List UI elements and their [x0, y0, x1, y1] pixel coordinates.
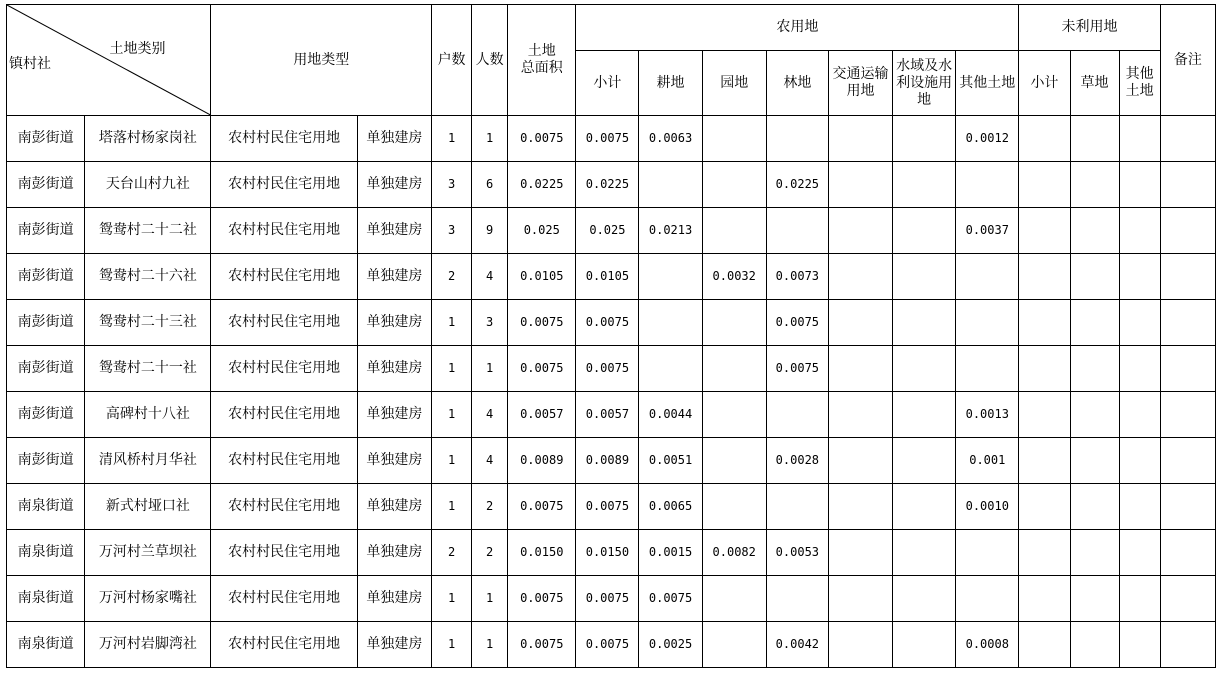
cell-mode: 单独建房 — [357, 346, 431, 392]
cell-total: 0.0105 — [508, 254, 576, 300]
cell-u-other — [1119, 208, 1160, 254]
cell-farmland: 0.0025 — [639, 622, 702, 668]
cell-transport — [828, 116, 892, 162]
header-agri-water: 水域及水利设施用地 — [893, 51, 956, 116]
cell-remarks — [1160, 392, 1215, 438]
cell-village: 天台山村九社 — [85, 162, 211, 208]
cell-village: 万河村兰草坝社 — [85, 530, 211, 576]
cell-subtotal: 0.025 — [576, 208, 639, 254]
cell-subtotal: 0.0075 — [576, 346, 639, 392]
cell-persons: 2 — [472, 530, 508, 576]
cell-households: 2 — [432, 254, 472, 300]
cell-use: 农村村民住宅用地 — [211, 530, 357, 576]
cell-subtotal: 0.0057 — [576, 392, 639, 438]
cell-households: 1 — [432, 438, 472, 484]
cell-village: 塔落村杨家岗社 — [85, 116, 211, 162]
cell-households: 3 — [432, 208, 472, 254]
cell-remarks — [1160, 254, 1215, 300]
header-persons: 人数 — [472, 5, 508, 116]
table-row — [7, 622, 1216, 668]
table-row — [7, 346, 1216, 392]
cell-forest — [766, 392, 828, 438]
cell-total: 0.0225 — [508, 162, 576, 208]
cell-households: 1 — [432, 622, 472, 668]
cell-transport — [828, 162, 892, 208]
cell-total: 0.0075 — [508, 484, 576, 530]
cell-town: 南彭街道 — [7, 254, 85, 300]
cell-forest: 0.0075 — [766, 300, 828, 346]
cell-u-grass — [1070, 484, 1119, 530]
cell-other: 0.0012 — [956, 116, 1019, 162]
cell-transport — [828, 208, 892, 254]
header-households: 户数 — [432, 5, 472, 116]
cell-u-grass — [1070, 622, 1119, 668]
cell-total: 0.0075 — [508, 576, 576, 622]
header-unused-subtotal: 小计 — [1019, 51, 1070, 116]
cell-garden — [702, 484, 766, 530]
cell-u-other — [1119, 346, 1160, 392]
cell-forest: 0.0073 — [766, 254, 828, 300]
cell-subtotal: 0.0075 — [576, 484, 639, 530]
cell-transport — [828, 530, 892, 576]
cell-subtotal: 0.0075 — [576, 622, 639, 668]
cell-subtotal: 0.0075 — [576, 300, 639, 346]
cell-persons: 1 — [472, 622, 508, 668]
cell-remarks — [1160, 116, 1215, 162]
cell-water — [893, 530, 956, 576]
cell-town: 南泉街道 — [7, 484, 85, 530]
cell-farmland — [639, 300, 702, 346]
cell-farmland: 0.0063 — [639, 116, 702, 162]
cell-town: 南彭街道 — [7, 116, 85, 162]
cell-persons: 9 — [472, 208, 508, 254]
cell-households: 1 — [432, 392, 472, 438]
cell-use: 农村村民住宅用地 — [211, 622, 357, 668]
cell-town: 南彭街道 — [7, 438, 85, 484]
cell-farmland: 0.0044 — [639, 392, 702, 438]
cell-u-subtotal — [1019, 254, 1070, 300]
cell-other — [956, 254, 1019, 300]
table-row — [7, 530, 1216, 576]
cell-u-grass — [1070, 576, 1119, 622]
cell-farmland: 0.0051 — [639, 438, 702, 484]
cell-town: 南泉街道 — [7, 576, 85, 622]
cell-water — [893, 162, 956, 208]
cell-households: 1 — [432, 300, 472, 346]
cell-transport — [828, 346, 892, 392]
cell-u-grass — [1070, 530, 1119, 576]
header-agri-transport: 交通运输用地 — [828, 51, 892, 116]
cell-persons: 6 — [472, 162, 508, 208]
cell-town: 南彭街道 — [7, 392, 85, 438]
cell-u-other — [1119, 162, 1160, 208]
cell-u-grass — [1070, 392, 1119, 438]
cell-other — [956, 576, 1019, 622]
cell-u-subtotal — [1019, 116, 1070, 162]
cell-forest: 0.0075 — [766, 346, 828, 392]
cell-forest: 0.0042 — [766, 622, 828, 668]
cell-u-subtotal — [1019, 576, 1070, 622]
cell-u-subtotal — [1019, 300, 1070, 346]
cell-u-other — [1119, 438, 1160, 484]
cell-u-other — [1119, 116, 1160, 162]
cell-garden — [702, 438, 766, 484]
cell-water — [893, 300, 956, 346]
cell-subtotal: 0.0075 — [576, 576, 639, 622]
cell-u-other — [1119, 576, 1160, 622]
cell-u-subtotal — [1019, 346, 1070, 392]
cell-mode: 单独建房 — [357, 162, 431, 208]
cell-garden — [702, 622, 766, 668]
cell-total: 0.0150 — [508, 530, 576, 576]
cell-u-subtotal — [1019, 162, 1070, 208]
cell-water — [893, 392, 956, 438]
cell-village: 鸳鸯村二十二社 — [85, 208, 211, 254]
table-row — [7, 438, 1216, 484]
cell-village: 万河村岩脚湾社 — [85, 622, 211, 668]
header-agri-farmland: 耕地 — [639, 51, 702, 116]
cell-u-subtotal — [1019, 484, 1070, 530]
cell-garden: 0.0082 — [702, 530, 766, 576]
cell-village: 新式村垭口社 — [85, 484, 211, 530]
cell-persons: 3 — [472, 300, 508, 346]
cell-transport — [828, 438, 892, 484]
cell-remarks — [1160, 208, 1215, 254]
cell-mode: 单独建房 — [357, 484, 431, 530]
cell-farmland: 0.0015 — [639, 530, 702, 576]
cell-farmland: 0.0065 — [639, 484, 702, 530]
cell-u-grass — [1070, 116, 1119, 162]
land-use-table — [6, 4, 1216, 668]
table-row — [7, 300, 1216, 346]
cell-u-subtotal — [1019, 438, 1070, 484]
cell-u-subtotal — [1019, 530, 1070, 576]
cell-u-subtotal — [1019, 208, 1070, 254]
cell-u-other — [1119, 530, 1160, 576]
cell-forest: 0.0053 — [766, 530, 828, 576]
cell-total: 0.0075 — [508, 622, 576, 668]
cell-use: 农村村民住宅用地 — [211, 208, 357, 254]
cell-garden: 0.0032 — [702, 254, 766, 300]
cell-forest — [766, 208, 828, 254]
cell-households: 2 — [432, 530, 472, 576]
cell-other: 0.0013 — [956, 392, 1019, 438]
cell-town: 南彭街道 — [7, 208, 85, 254]
cell-mode: 单独建房 — [357, 254, 431, 300]
header-agri-garden: 园地 — [702, 51, 766, 116]
cell-other — [956, 530, 1019, 576]
cell-use: 农村村民住宅用地 — [211, 162, 357, 208]
cell-use: 农村村民住宅用地 — [211, 484, 357, 530]
cell-mode: 单独建房 — [357, 300, 431, 346]
cell-other — [956, 346, 1019, 392]
cell-remarks — [1160, 622, 1215, 668]
cell-town: 南泉街道 — [7, 622, 85, 668]
cell-u-grass — [1070, 346, 1119, 392]
cell-farmland: 0.0213 — [639, 208, 702, 254]
table-row — [7, 576, 1216, 622]
cell-persons: 4 — [472, 254, 508, 300]
cell-garden — [702, 392, 766, 438]
cell-village: 高碑村十八社 — [85, 392, 211, 438]
header-unused-other: 其他土地 — [1119, 51, 1160, 116]
table-row — [7, 392, 1216, 438]
cell-subtotal: 0.0150 — [576, 530, 639, 576]
cell-village: 万河村杨家嘴社 — [85, 576, 211, 622]
corner-header — [7, 5, 211, 116]
cell-forest: 0.0028 — [766, 438, 828, 484]
cell-other: 0.0008 — [956, 622, 1019, 668]
cell-water — [893, 346, 956, 392]
cell-use: 农村村民住宅用地 — [211, 116, 357, 162]
header-unused-land: 未利用地 — [1019, 5, 1160, 51]
cell-village: 鸳鸯村二十三社 — [85, 300, 211, 346]
cell-farmland: 0.0075 — [639, 576, 702, 622]
cell-remarks — [1160, 162, 1215, 208]
cell-u-grass — [1070, 300, 1119, 346]
cell-other — [956, 300, 1019, 346]
cell-forest — [766, 116, 828, 162]
header-agri-subtotal: 小计 — [576, 51, 639, 116]
cell-other — [956, 162, 1019, 208]
cell-persons: 1 — [472, 346, 508, 392]
cell-subtotal: 0.0225 — [576, 162, 639, 208]
cell-u-other — [1119, 300, 1160, 346]
cell-subtotal: 0.0089 — [576, 438, 639, 484]
cell-transport — [828, 576, 892, 622]
cell-use: 农村村民住宅用地 — [211, 254, 357, 300]
corner-top-label: 土地类别 — [109, 41, 166, 57]
cell-town: 南彭街道 — [7, 346, 85, 392]
cell-water — [893, 254, 956, 300]
cell-persons: 4 — [472, 392, 508, 438]
cell-total: 0.0075 — [508, 300, 576, 346]
cell-town: 南彭街道 — [7, 300, 85, 346]
cell-garden — [702, 208, 766, 254]
cell-mode: 单独建房 — [357, 116, 431, 162]
cell-total: 0.025 — [508, 208, 576, 254]
cell-remarks — [1160, 530, 1215, 576]
cell-u-grass — [1070, 254, 1119, 300]
cell-other: 0.0010 — [956, 484, 1019, 530]
cell-subtotal: 0.0075 — [576, 116, 639, 162]
cell-households: 1 — [432, 346, 472, 392]
cell-u-grass — [1070, 162, 1119, 208]
cell-use: 农村村民住宅用地 — [211, 438, 357, 484]
cell-mode: 单独建房 — [357, 208, 431, 254]
cell-remarks — [1160, 300, 1215, 346]
cell-u-subtotal — [1019, 392, 1070, 438]
cell-garden — [702, 116, 766, 162]
cell-u-other — [1119, 392, 1160, 438]
cell-transport — [828, 392, 892, 438]
cell-use: 农村村民住宅用地 — [211, 576, 357, 622]
cell-households: 1 — [432, 576, 472, 622]
cell-remarks — [1160, 438, 1215, 484]
header-agricultural-land: 农用地 — [576, 5, 1019, 51]
cell-transport — [828, 254, 892, 300]
cell-village: 清风桥村月华社 — [85, 438, 211, 484]
corner-bottom-label: 镇村社 — [9, 56, 51, 72]
table-row — [7, 116, 1216, 162]
cell-mode: 单独建房 — [357, 576, 431, 622]
header-remarks: 备注 — [1160, 5, 1215, 116]
cell-households: 1 — [432, 116, 472, 162]
cell-use: 农村村民住宅用地 — [211, 346, 357, 392]
cell-total: 0.0075 — [508, 346, 576, 392]
table-row — [7, 484, 1216, 530]
header-total-area: 土地 总面积 — [508, 5, 576, 116]
cell-other: 0.001 — [956, 438, 1019, 484]
table-row — [7, 208, 1216, 254]
cell-households: 3 — [432, 162, 472, 208]
cell-mode: 单独建房 — [357, 622, 431, 668]
cell-subtotal: 0.0105 — [576, 254, 639, 300]
cell-transport — [828, 484, 892, 530]
cell-mode: 单独建房 — [357, 438, 431, 484]
cell-remarks — [1160, 576, 1215, 622]
header-unused-grass: 草地 — [1070, 51, 1119, 116]
cell-u-grass — [1070, 438, 1119, 484]
cell-transport — [828, 300, 892, 346]
cell-total: 0.0075 — [508, 116, 576, 162]
cell-u-other — [1119, 622, 1160, 668]
cell-town: 南彭街道 — [7, 162, 85, 208]
cell-use: 农村村民住宅用地 — [211, 392, 357, 438]
cell-households: 1 — [432, 484, 472, 530]
cell-u-subtotal — [1019, 622, 1070, 668]
cell-persons: 4 — [472, 438, 508, 484]
cell-persons: 1 — [472, 576, 508, 622]
cell-total: 0.0089 — [508, 438, 576, 484]
cell-water — [893, 576, 956, 622]
cell-farmland — [639, 346, 702, 392]
cell-garden — [702, 300, 766, 346]
cell-u-other — [1119, 254, 1160, 300]
cell-remarks — [1160, 484, 1215, 530]
cell-farmland — [639, 254, 702, 300]
cell-water — [893, 438, 956, 484]
header-agri-other: 其他土地 — [956, 51, 1019, 116]
cell-other: 0.0037 — [956, 208, 1019, 254]
cell-transport — [828, 622, 892, 668]
cell-persons: 1 — [472, 116, 508, 162]
cell-forest: 0.0225 — [766, 162, 828, 208]
cell-water — [893, 116, 956, 162]
cell-water — [893, 484, 956, 530]
cell-garden — [702, 346, 766, 392]
cell-garden — [702, 162, 766, 208]
cell-remarks — [1160, 346, 1215, 392]
cell-u-other — [1119, 484, 1160, 530]
cell-town: 南泉街道 — [7, 530, 85, 576]
cell-forest — [766, 484, 828, 530]
cell-farmland — [639, 162, 702, 208]
cell-village: 鸳鸯村二十六社 — [85, 254, 211, 300]
cell-mode: 单独建房 — [357, 530, 431, 576]
cell-water — [893, 208, 956, 254]
cell-village: 鸳鸯村二十一社 — [85, 346, 211, 392]
header-land-use-type: 用地类型 — [211, 5, 432, 116]
cell-forest — [766, 576, 828, 622]
table-row — [7, 162, 1216, 208]
header-agri-forest: 林地 — [766, 51, 828, 116]
cell-total: 0.0057 — [508, 392, 576, 438]
cell-persons: 2 — [472, 484, 508, 530]
cell-garden — [702, 576, 766, 622]
table-row — [7, 254, 1216, 300]
cell-water — [893, 622, 956, 668]
cell-use: 农村村民住宅用地 — [211, 300, 357, 346]
cell-u-grass — [1070, 208, 1119, 254]
cell-mode: 单独建房 — [357, 392, 431, 438]
